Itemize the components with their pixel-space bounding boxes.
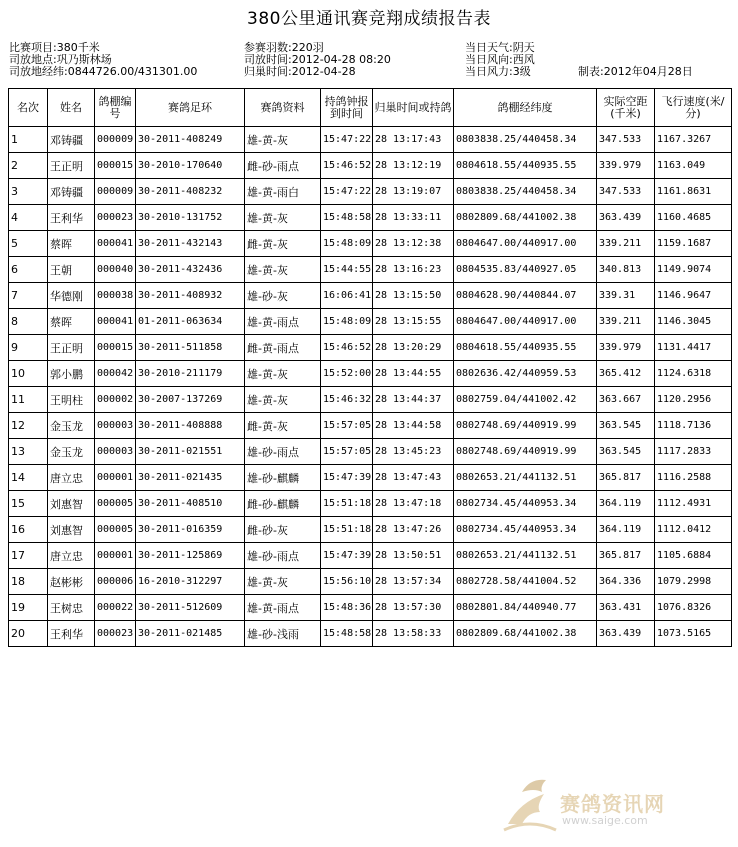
cell-distance: 340.813 [597, 257, 655, 283]
cell-clock-time: 15:48:09 [321, 309, 373, 335]
cell-clock-time: 15:52:00 [321, 361, 373, 387]
cell-ring: 30-2011-125869 [136, 543, 245, 569]
cell-speed: 1124.6318 [655, 361, 732, 387]
cell-clock-time: 15:46:52 [321, 335, 373, 361]
table-row [9, 231, 732, 257]
cell-arrival-time: 28 13:15:50 [373, 283, 454, 309]
cell-name: 华德刚 [48, 283, 95, 309]
cell-distance: 365.817 [597, 465, 655, 491]
cell-distance: 363.431 [597, 595, 655, 621]
table-row [9, 257, 732, 283]
cell-name: 金玉龙 [48, 413, 95, 439]
results-table [8, 88, 732, 647]
cell-distance: 365.412 [597, 361, 655, 387]
table-row [9, 205, 732, 231]
cell-arrival-time: 28 13:44:55 [373, 361, 454, 387]
cell-clock-time: 15:47:39 [321, 543, 373, 569]
cell-loft-coords: 0802636.42/440959.53 [454, 361, 597, 387]
cell-speed: 1159.1687 [655, 231, 732, 257]
table-row [9, 387, 732, 413]
cell-loft-id: 000038 [95, 283, 136, 309]
table-row [9, 127, 732, 153]
cell-arrival-time: 28 13:47:43 [373, 465, 454, 491]
info-block-left [9, 42, 197, 78]
cell-speed: 1149.9074 [655, 257, 732, 283]
header-speed: 飞行速度(米/分) [655, 89, 732, 127]
cell-distance: 347.533 [597, 127, 655, 153]
cell-loft-coords: 0802759.04/441002.42 [454, 387, 597, 413]
cell-name: 金玉龙 [48, 439, 95, 465]
info-release-coords: 司放地经纬:0844726.00/431301.00 [9, 65, 198, 78]
cell-name: 郭小鹏 [48, 361, 95, 387]
cell-name: 王树忠 [48, 595, 95, 621]
cell-ring: 30-2010-131752 [136, 205, 245, 231]
cell-pigeon-info: 雄-黄-灰 [245, 387, 321, 413]
cell-speed: 1131.4417 [655, 335, 732, 361]
cell-arrival-time: 28 13:44:58 [373, 413, 454, 439]
cell-arrival-time: 28 13:58:33 [373, 621, 454, 647]
header-name: 姓名 [48, 89, 95, 127]
info-release-place: 司放地点:巩乃斯林场 [9, 53, 112, 66]
cell-name: 邓铸疆 [48, 179, 95, 205]
cell-loft-coords: 0802653.21/441132.51 [454, 543, 597, 569]
cell-loft-id: 000005 [95, 491, 136, 517]
cell-name: 唐立忠 [48, 465, 95, 491]
cell-distance: 365.817 [597, 543, 655, 569]
cell-speed: 1160.4685 [655, 205, 732, 231]
cell-speed: 1161.8631 [655, 179, 732, 205]
table-row [9, 543, 732, 569]
table-row [9, 491, 732, 517]
cell-name: 唐立忠 [48, 543, 95, 569]
cell-arrival-time: 28 13:12:19 [373, 153, 454, 179]
cell-pigeon-info: 雄-黄-雨白 [245, 179, 321, 205]
cell-speed: 1112.4931 [655, 491, 732, 517]
cell-clock-time: 15:48:09 [321, 231, 373, 257]
cell-rank: 14 [9, 465, 48, 491]
cell-rank: 6 [9, 257, 48, 283]
cell-name: 蔡晖 [48, 309, 95, 335]
cell-name: 蔡晖 [48, 231, 95, 257]
cell-clock-time: 15:44:55 [321, 257, 373, 283]
cell-speed: 1120.2956 [655, 387, 732, 413]
cell-distance: 363.667 [597, 387, 655, 413]
info-weather: 当日天气:阴天 [465, 41, 535, 54]
cell-arrival-time: 28 13:44:37 [373, 387, 454, 413]
cell-ring: 30-2010-170640 [136, 153, 245, 179]
header-ring: 赛鸽足环 [136, 89, 245, 127]
cell-pigeon-info: 雌-砂-雨点 [245, 153, 321, 179]
cell-speed: 1146.9647 [655, 283, 732, 309]
cell-ring: 30-2011-021435 [136, 465, 245, 491]
cell-pigeon-info: 雄-黄-灰 [245, 127, 321, 153]
cell-distance: 339.979 [597, 335, 655, 361]
cell-speed: 1116.2588 [655, 465, 732, 491]
cell-loft-id: 000009 [95, 127, 136, 153]
watermark [500, 770, 730, 840]
cell-rank: 17 [9, 543, 48, 569]
cell-pigeon-info: 雄-黄-灰 [245, 361, 321, 387]
cell-clock-time: 15:51:18 [321, 517, 373, 543]
cell-clock-time: 15:46:32 [321, 387, 373, 413]
cell-rank: 9 [9, 335, 48, 361]
cell-loft-id: 000015 [95, 335, 136, 361]
cell-speed: 1076.8326 [655, 595, 732, 621]
cell-rank: 4 [9, 205, 48, 231]
cell-loft-id: 000002 [95, 387, 136, 413]
cell-loft-coords: 0802734.45/440953.34 [454, 517, 597, 543]
cell-ring: 30-2011-432436 [136, 257, 245, 283]
cell-loft-id: 000041 [95, 231, 136, 257]
header-loft-id: 鸽棚编号 [95, 89, 136, 127]
cell-clock-time: 15:56:10 [321, 569, 373, 595]
table-row [9, 465, 732, 491]
cell-arrival-time: 28 13:57:30 [373, 595, 454, 621]
cell-pigeon-info: 雌-砂-灰 [245, 517, 321, 543]
cell-pigeon-info: 雌-黄-灰 [245, 231, 321, 257]
header-loft-coords: 鸽棚经纬度 [454, 89, 597, 127]
cell-rank: 8 [9, 309, 48, 335]
cell-clock-time: 16:06:41 [321, 283, 373, 309]
cell-arrival-time: 28 13:15:55 [373, 309, 454, 335]
header-distance: 实际空距(千米) [597, 89, 655, 127]
info-block-middle [244, 42, 391, 78]
cell-distance: 363.545 [597, 439, 655, 465]
cell-loft-id: 000009 [95, 179, 136, 205]
cell-pigeon-info: 雄-砂-浅雨 [245, 621, 321, 647]
cell-ring: 30-2007-137269 [136, 387, 245, 413]
cell-loft-id: 000006 [95, 569, 136, 595]
cell-loft-id: 000003 [95, 439, 136, 465]
cell-rank: 15 [9, 491, 48, 517]
cell-pigeon-info: 雄-砂-灰 [245, 283, 321, 309]
cell-loft-id: 000005 [95, 517, 136, 543]
cell-name: 邓铸疆 [48, 127, 95, 153]
table-row [9, 309, 732, 335]
cell-ring: 30-2011-021485 [136, 621, 245, 647]
report-title: 380公里通讯赛竞翔成绩报告表 [247, 9, 491, 29]
info-wind-direction: 当日风向:西风 [465, 53, 535, 66]
cell-name: 刘惠智 [48, 517, 95, 543]
cell-speed: 1146.3045 [655, 309, 732, 335]
info-block-right [465, 42, 535, 78]
cell-distance: 364.119 [597, 491, 655, 517]
pigeon-logo-icon [500, 772, 560, 838]
cell-distance: 363.439 [597, 205, 655, 231]
cell-loft-coords: 0803838.25/440458.34 [454, 179, 597, 205]
cell-speed: 1117.2833 [655, 439, 732, 465]
cell-clock-time: 15:57:05 [321, 413, 373, 439]
cell-pigeon-info: 雌-黄-雨点 [245, 335, 321, 361]
cell-name: 王利华 [48, 621, 95, 647]
cell-ring: 30-2011-408888 [136, 413, 245, 439]
cell-speed: 1163.049 [655, 153, 732, 179]
cell-loft-coords: 0804647.00/440917.00 [454, 309, 597, 335]
cell-distance: 339.211 [597, 309, 655, 335]
cell-clock-time: 15:48:36 [321, 595, 373, 621]
cell-clock-time: 15:57:05 [321, 439, 373, 465]
info-wind-force: 当日风力:3级 [465, 65, 531, 78]
cell-loft-id: 000001 [95, 465, 136, 491]
cell-rank: 12 [9, 413, 48, 439]
cell-distance: 364.336 [597, 569, 655, 595]
cell-ring: 01-2011-063634 [136, 309, 245, 335]
info-release-time: 司放时间:2012-04-28 08:20 [244, 53, 391, 66]
cell-name: 王正明 [48, 335, 95, 361]
cell-speed: 1118.7136 [655, 413, 732, 439]
cell-loft-id: 000003 [95, 413, 136, 439]
cell-rank: 18 [9, 569, 48, 595]
cell-ring: 30-2011-512609 [136, 595, 245, 621]
cell-speed: 1167.3267 [655, 127, 732, 153]
cell-loft-coords: 0802734.45/440953.34 [454, 491, 597, 517]
cell-distance: 347.533 [597, 179, 655, 205]
table-row [9, 179, 732, 205]
cell-pigeon-info: 雌-砂-麒麟 [245, 491, 321, 517]
cell-ring: 30-2011-408232 [136, 179, 245, 205]
cell-loft-coords: 0803838.25/440458.34 [454, 127, 597, 153]
cell-distance: 363.545 [597, 413, 655, 439]
header-clock-time: 持鸽钟报到时间 [321, 89, 373, 127]
cell-pigeon-info: 雄-黄-灰 [245, 205, 321, 231]
cell-pigeon-info: 雌-黄-灰 [245, 413, 321, 439]
cell-loft-coords: 0802748.69/440919.99 [454, 413, 597, 439]
table-row [9, 621, 732, 647]
cell-distance: 364.119 [597, 517, 655, 543]
cell-arrival-time: 28 13:45:23 [373, 439, 454, 465]
cell-rank: 19 [9, 595, 48, 621]
cell-loft-id: 000023 [95, 621, 136, 647]
cell-ring: 30-2010-211179 [136, 361, 245, 387]
header-arrival-time: 归巢时间或持鸽 [373, 89, 454, 127]
cell-ring: 30-2011-408249 [136, 127, 245, 153]
cell-name: 王明柱 [48, 387, 95, 413]
cell-arrival-time: 28 13:57:34 [373, 569, 454, 595]
cell-arrival-time: 28 13:19:07 [373, 179, 454, 205]
cell-name: 王朝 [48, 257, 95, 283]
cell-rank: 20 [9, 621, 48, 647]
cell-clock-time: 15:47:39 [321, 465, 373, 491]
cell-loft-coords: 0802728.58/441004.52 [454, 569, 597, 595]
cell-loft-coords: 0804618.55/440935.55 [454, 153, 597, 179]
cell-loft-coords: 0804628.90/440844.07 [454, 283, 597, 309]
info-race-item: 比赛项目:380千米 [9, 41, 100, 54]
cell-distance: 363.439 [597, 621, 655, 647]
table-row [9, 361, 732, 387]
cell-ring: 30-2011-408510 [136, 491, 245, 517]
info-made-date: 制表:2012年04月28日 [578, 65, 693, 78]
cell-name: 刘惠智 [48, 491, 95, 517]
table-header-row [9, 89, 732, 127]
cell-loft-coords: 0804647.00/440917.00 [454, 231, 597, 257]
info-entries: 参赛羽数:220羽 [244, 41, 324, 54]
table-row [9, 595, 732, 621]
cell-loft-coords: 0802809.68/441002.38 [454, 205, 597, 231]
table-row [9, 283, 732, 309]
header-pigeon-info: 赛鸽资料 [245, 89, 321, 127]
cell-ring: 30-2011-016359 [136, 517, 245, 543]
cell-clock-time: 15:48:58 [321, 621, 373, 647]
cell-rank: 11 [9, 387, 48, 413]
cell-loft-id: 000040 [95, 257, 136, 283]
cell-loft-id: 000042 [95, 361, 136, 387]
cell-ring: 30-2011-021551 [136, 439, 245, 465]
cell-rank: 7 [9, 283, 48, 309]
cell-name: 赵彬彬 [48, 569, 95, 595]
cell-loft-coords: 0804535.83/440927.05 [454, 257, 597, 283]
cell-loft-coords: 0804618.55/440935.55 [454, 335, 597, 361]
cell-rank: 3 [9, 179, 48, 205]
cell-distance: 339.31 [597, 283, 655, 309]
cell-loft-coords: 0802801.84/440940.77 [454, 595, 597, 621]
cell-ring: 30-2011-432143 [136, 231, 245, 257]
cell-arrival-time: 28 13:17:43 [373, 127, 454, 153]
cell-arrival-time: 28 13:16:23 [373, 257, 454, 283]
cell-name: 王正明 [48, 153, 95, 179]
cell-ring: 16-2010-312297 [136, 569, 245, 595]
cell-arrival-time: 28 13:12:38 [373, 231, 454, 257]
table-row [9, 413, 732, 439]
cell-speed: 1105.6884 [655, 543, 732, 569]
cell-pigeon-info: 雄-砂-麒麟 [245, 465, 321, 491]
cell-loft-id: 000022 [95, 595, 136, 621]
cell-arrival-time: 28 13:47:18 [373, 491, 454, 517]
cell-pigeon-info: 雄-砂-雨点 [245, 543, 321, 569]
cell-loft-id: 000015 [95, 153, 136, 179]
cell-speed: 1112.0412 [655, 517, 732, 543]
watermark-text: 赛鸽资讯网 [560, 792, 665, 816]
table-row [9, 569, 732, 595]
cell-pigeon-info: 雄-黄-雨点 [245, 595, 321, 621]
cell-speed: 1073.5165 [655, 621, 732, 647]
cell-rank: 13 [9, 439, 48, 465]
table-row [9, 335, 732, 361]
cell-rank: 16 [9, 517, 48, 543]
cell-pigeon-info: 雄-黄-灰 [245, 257, 321, 283]
cell-distance: 339.979 [597, 153, 655, 179]
cell-loft-id: 000023 [95, 205, 136, 231]
cell-loft-coords: 0802748.69/440919.99 [454, 439, 597, 465]
cell-pigeon-info: 雄-黄-灰 [245, 569, 321, 595]
header-rank: 名次 [9, 89, 48, 127]
cell-rank: 2 [9, 153, 48, 179]
cell-arrival-time: 28 13:20:29 [373, 335, 454, 361]
cell-arrival-time: 28 13:50:51 [373, 543, 454, 569]
cell-clock-time: 15:51:18 [321, 491, 373, 517]
cell-arrival-time: 28 13:33:11 [373, 205, 454, 231]
table-row [9, 153, 732, 179]
table-row [9, 517, 732, 543]
cell-loft-coords: 0802809.68/441002.38 [454, 621, 597, 647]
cell-rank: 10 [9, 361, 48, 387]
cell-rank: 1 [9, 127, 48, 153]
cell-clock-time: 15:47:22 [321, 127, 373, 153]
cell-pigeon-info: 雄-砂-雨点 [245, 439, 321, 465]
cell-clock-time: 15:46:52 [321, 153, 373, 179]
cell-arrival-time: 28 13:47:26 [373, 517, 454, 543]
cell-loft-coords: 0802653.21/441132.51 [454, 465, 597, 491]
cell-loft-id: 000041 [95, 309, 136, 335]
cell-rank: 5 [9, 231, 48, 257]
cell-clock-time: 15:48:58 [321, 205, 373, 231]
table-row [9, 439, 732, 465]
cell-speed: 1079.2998 [655, 569, 732, 595]
cell-distance: 339.211 [597, 231, 655, 257]
cell-loft-id: 000001 [95, 543, 136, 569]
info-return-time: 归巢时间:2012-04-28 [244, 65, 356, 78]
cell-ring: 30-2011-408932 [136, 283, 245, 309]
cell-clock-time: 15:47:22 [321, 179, 373, 205]
cell-pigeon-info: 雄-黄-雨点 [245, 309, 321, 335]
cell-name: 王利华 [48, 205, 95, 231]
watermark-url: www.saige.com [562, 814, 648, 827]
cell-ring: 30-2011-511858 [136, 335, 245, 361]
